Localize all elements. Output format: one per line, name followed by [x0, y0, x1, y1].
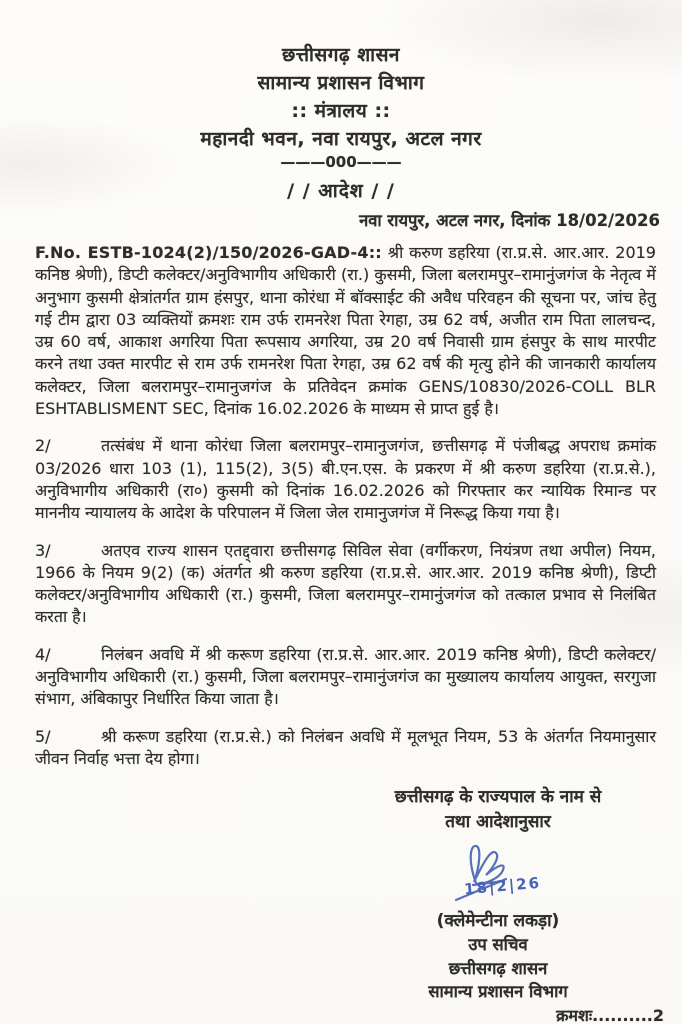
place-dateline: नवा रायपुर, अटल नगर, दिनांक 18/02/2026 — [359, 211, 660, 230]
file-number: F.No. ESTB-1024(2)/150/2026-GAD-4:: — [35, 243, 382, 262]
paragraph-3 — [35, 540, 656, 629]
divider-ooo: ———000——— — [280, 153, 402, 171]
paragraph-4-text: निलंबन अवधि में श्री करूण डहरिया (रा.प्र.से. आर.आर. 2019 कनिष्ठ श्रेणी), डिप्टी कलेक्टर/अनुविभागीय अधिकारी (रा.) कुसमी, जिला बलरामपुर–रामानुंजगंज का मुख्यालय कार्यालय आयुक्त, सरगुजा संभाग, अंबिकापुर निर्धारित किया जाता है। — [35, 644, 656, 709]
paragraph-5-text: श्री करूण डहरिया (रा.प्र.से.) को निलंबन अवधि में मूलभूत नियम, 53 के अंतर्गत नियमानुसार जीवन निर्वाह भत्ता देय होगा। — [35, 726, 656, 768]
paragraph-4-number: 4/ — [35, 644, 51, 664]
signature-area — [328, 837, 668, 909]
signature-block — [328, 785, 668, 1024]
paragraph-4 — [35, 644, 656, 711]
paragraph-2-number: 2/ — [35, 436, 51, 456]
signoff-line-2: तथा आदेशानुसार — [445, 812, 551, 833]
handwritten-date: 18|2|26 — [463, 873, 542, 899]
paragraph-5-number: 5/ — [35, 726, 51, 746]
ministry-line: :: मंत्रालय :: — [291, 100, 391, 122]
signoff-line-1: छत्तीसगढ़ के राज्यपाल के नाम से — [394, 787, 602, 808]
paragraph-5 — [35, 726, 656, 771]
continuation-marker: क्रमशः..........2 — [556, 1005, 664, 1024]
govt-title: छत्तीसगढ़ शासन — [282, 44, 400, 66]
paragraph-3-number: 3/ — [35, 540, 51, 560]
signatory-designation: उप सचिव — [468, 935, 528, 955]
signatory-name: (क्लेमेन्टीना लकड़ा) — [436, 911, 560, 932]
paragraph-2 — [35, 435, 656, 524]
document-body — [0, 233, 682, 770]
document-header — [0, 0, 682, 204]
paragraph-1 — [35, 242, 656, 420]
department-title: सामान्य प्रशासन विभाग — [257, 72, 425, 94]
address-line: महानदी भवन, नवा रायपुर, अटल नगर — [200, 128, 482, 150]
signatory-dept: सामान्य प्रशासन विभाग — [428, 982, 568, 1002]
paragraph-2-text: तत्संबंध में थाना कोरंधा जिला बलरामपुर–रामानुजगंज, छत्तीसगढ़ में पंजीबद्ध अपराध क्रमांक 03/2026 धारा 103 (1), 115(2), 3(5) बी.एन.एस. के प्रकरण में श्री करुण डहरिया (रा.प्र.से.), अनुविभागीय अधिकारी (रा०) कुसमी को दिनांक 16.02.2026 को गिरफ्तार कर न्यायिक रिमान्ड पर माननीय न्यायालय के आदेश के परिपालन में जिला जेल रामानुजगंज में निरूद्ध किया गया है। — [35, 436, 656, 523]
paragraph-3-text: अतएव राज्य शासन एतद्द्वारा छत्तीसगढ़ सिविल सेवा (वर्गीकरण, नियंत्रण तथा अपील) नियम, 1966 के नियम 9(2) (क) अंतर्गत श्री करुण डहरिया (रा.प्र.से. आर.आर. 2019 कनिष्ठ श्रेणी), डिप्टी कलेक्टर/अनुविभागीय अधिकारी (रा.) कुसमी, जिला बलरामपुर–रामानुंजगंज को तत्काल प्रभाव से निलंबित करता है। — [35, 540, 656, 627]
signatory-org: छत्तीसगढ़ शासन — [448, 958, 548, 978]
order-heading: / / आदेश / / — [287, 180, 395, 202]
paragraph-1-text: श्री करुण डहरिया (रा.प्र.से. आर.आर. 2019 कनिष्ठ श्रेणी), डिप्टी कलेक्टर/अनुविभागीय अधिकारी (रा.) कुसमी, जिला बलरामपुर–रामानुंजगंज के नेतृत्व में अनुभाग कुसमी क्षेत्रांतर्गत ग्राम हंसपुर, थाना कोरंधा में बॉक्साईट की अवैध परिवहन की सूचना पर, जांच हेतु गई टीम द्वारा 03 व्यक्तियों क्रमशः राम उर्फ रामनरेश पिता रेगहा, उम्र 62 वर्ष, अजीत राम पिता लालचन्द, उम्र 60 वर्ष, आकाश अगरिया पिता रूपसाय अगरिया, उम्र 20 वर्ष निवासी ग्राम हंसपुर के साथ मारपीट करने तथा उक्त मारपीट से राम उर्फ रामनरेश पिता रेगहा, उम्र 62 वर्ष की मृत्यु होने की जानकारी कार्यालय कलेक्टर, जिला बलरामपुर–रामानुजगंज के प्रतिवेदन क्रमांक GENS/10830/2026-COLL BLR ESHTABLISMENT SEC, दिनांक 16.02.2026 के माध्यम से प्राप्त हुई है। — [35, 243, 656, 419]
